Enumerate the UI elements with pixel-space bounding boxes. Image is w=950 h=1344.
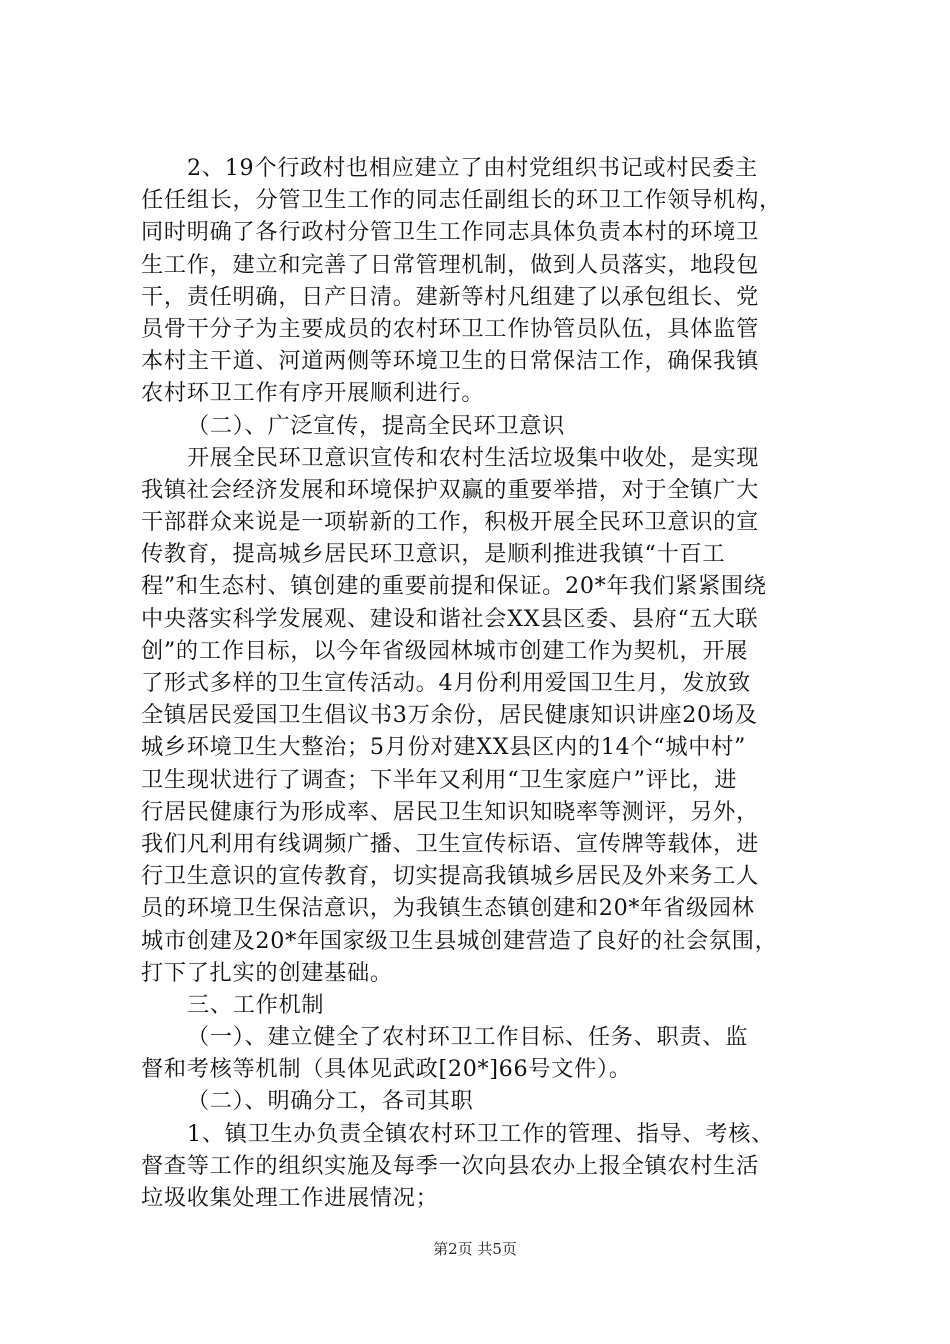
section-heading: （二）、广泛宣传，提高全民环卫意识 (187, 412, 565, 439)
paragraph-line: 本村主干道、河道两侧等环境卫生的日常保洁工作，确保我镇 (141, 348, 759, 375)
paragraph-line: 员骨干分子为主要成员的农村环卫工作协管员队伍，具体监管 (141, 315, 759, 342)
paragraph-line: 干，责任明确，日产日清。建新等村凡组建了以承包组长、党 (141, 283, 759, 310)
paragraph-line: 全镇居民爱国卫生倡议书3万余份，居民健康知识讲座20场及 (141, 702, 758, 729)
paragraph-line: 城市创建及20*年国家级卫生县城创建营造了良好的社会氛围， (141, 927, 778, 954)
page-number-footer: 第2页 共5页 (433, 1240, 517, 1258)
paragraph-line: 创”的工作目标，以今年省级园林城市创建工作为契机，开展 (141, 637, 749, 664)
paragraph-line: 2、19个行政村也相应建立了由村党组织书记或村民委主 (187, 155, 758, 181)
paragraph-line: 任任组长，分管卫生工作的同志任副组长的环卫工作领导机构， (141, 187, 782, 214)
paragraph-line: 传教育，提高城乡居民环卫意识，是顺利推进我镇“十百工 (141, 541, 726, 568)
paragraph-line: 我们凡利用有线调频广播、卫生宣传标语、宣传牌等载体，进 (141, 830, 759, 857)
paragraph-line: 了形式多样的卫生宣传活动。4月份利用爱国卫生月，发放致 (141, 670, 751, 696)
paragraph-line: 中央落实科学发展观、建设和谐社会XX县区委、县府“五大联 (141, 605, 759, 632)
paragraph-line: 干部群众来说是一项崭新的工作，积极开展全民环卫意识的宣 (141, 509, 759, 536)
paragraph-line: 生工作，建立和完善了日常管理机制，做到人员落实，地段包 (141, 251, 759, 278)
subsection-heading: （二）、明确分工，各司其职 (187, 1088, 474, 1115)
subsection-heading: （一）、建立健全了农村环卫工作目标、任务、职责、监 (187, 1024, 749, 1051)
paragraph-line: 程”和生态村、镇创建的重要前提和保证。20*年我们紧紧围绕 (141, 573, 767, 600)
paragraph-line: 督和考核等机制（具体见武政[20*]66号文件）。 (141, 1056, 632, 1083)
paragraph-line: 行卫生意识的宣传教育，切实提高我镇城乡居民及外来务工人 (141, 863, 759, 890)
paragraph-line: 打下了扎实的创建基础。 (141, 959, 393, 986)
paragraph-line: 同时明确了各行政村分管卫生工作同志具体负责本村的环境卫 (141, 219, 759, 246)
paragraph-line: 城乡环境卫生大整治；5月份对建XX县区内的14个“城中村” (141, 734, 747, 761)
paragraph-line: 行居民健康行为形成率、居民卫生知识知晓率等测评，另外， (141, 798, 759, 825)
paragraph-line: 我镇社会经济发展和环境保护双赢的重要举措，对于全镇广大 (141, 476, 759, 503)
paragraph-line: 1、镇卫生办负责全镇农村环卫工作的管理、指导、考核、 (187, 1120, 775, 1147)
paragraph-line: 员的环境卫生保洁意识，为我镇生态镇创建和20*年省级园林 (141, 895, 755, 922)
paragraph-line: 开展全民环卫意识宣传和农村生活垃圾集中收处，是实现 (187, 444, 760, 471)
paragraph-line: 卫生现状进行了调查；下半年又利用“卫生家庭户”评比，进 (141, 766, 738, 793)
document-body (141, 152, 831, 1214)
paragraph-line: 督查等工作的组织实施及每季一次向县农办上报全镇农村生活 (141, 1152, 759, 1179)
section-heading: 三、工作机制 (187, 991, 325, 1018)
paragraph-line: 垃圾收集处理工作进展情况； (141, 1185, 439, 1211)
paragraph-line: 农村环卫工作有序开展顺利进行。 (141, 380, 485, 407)
